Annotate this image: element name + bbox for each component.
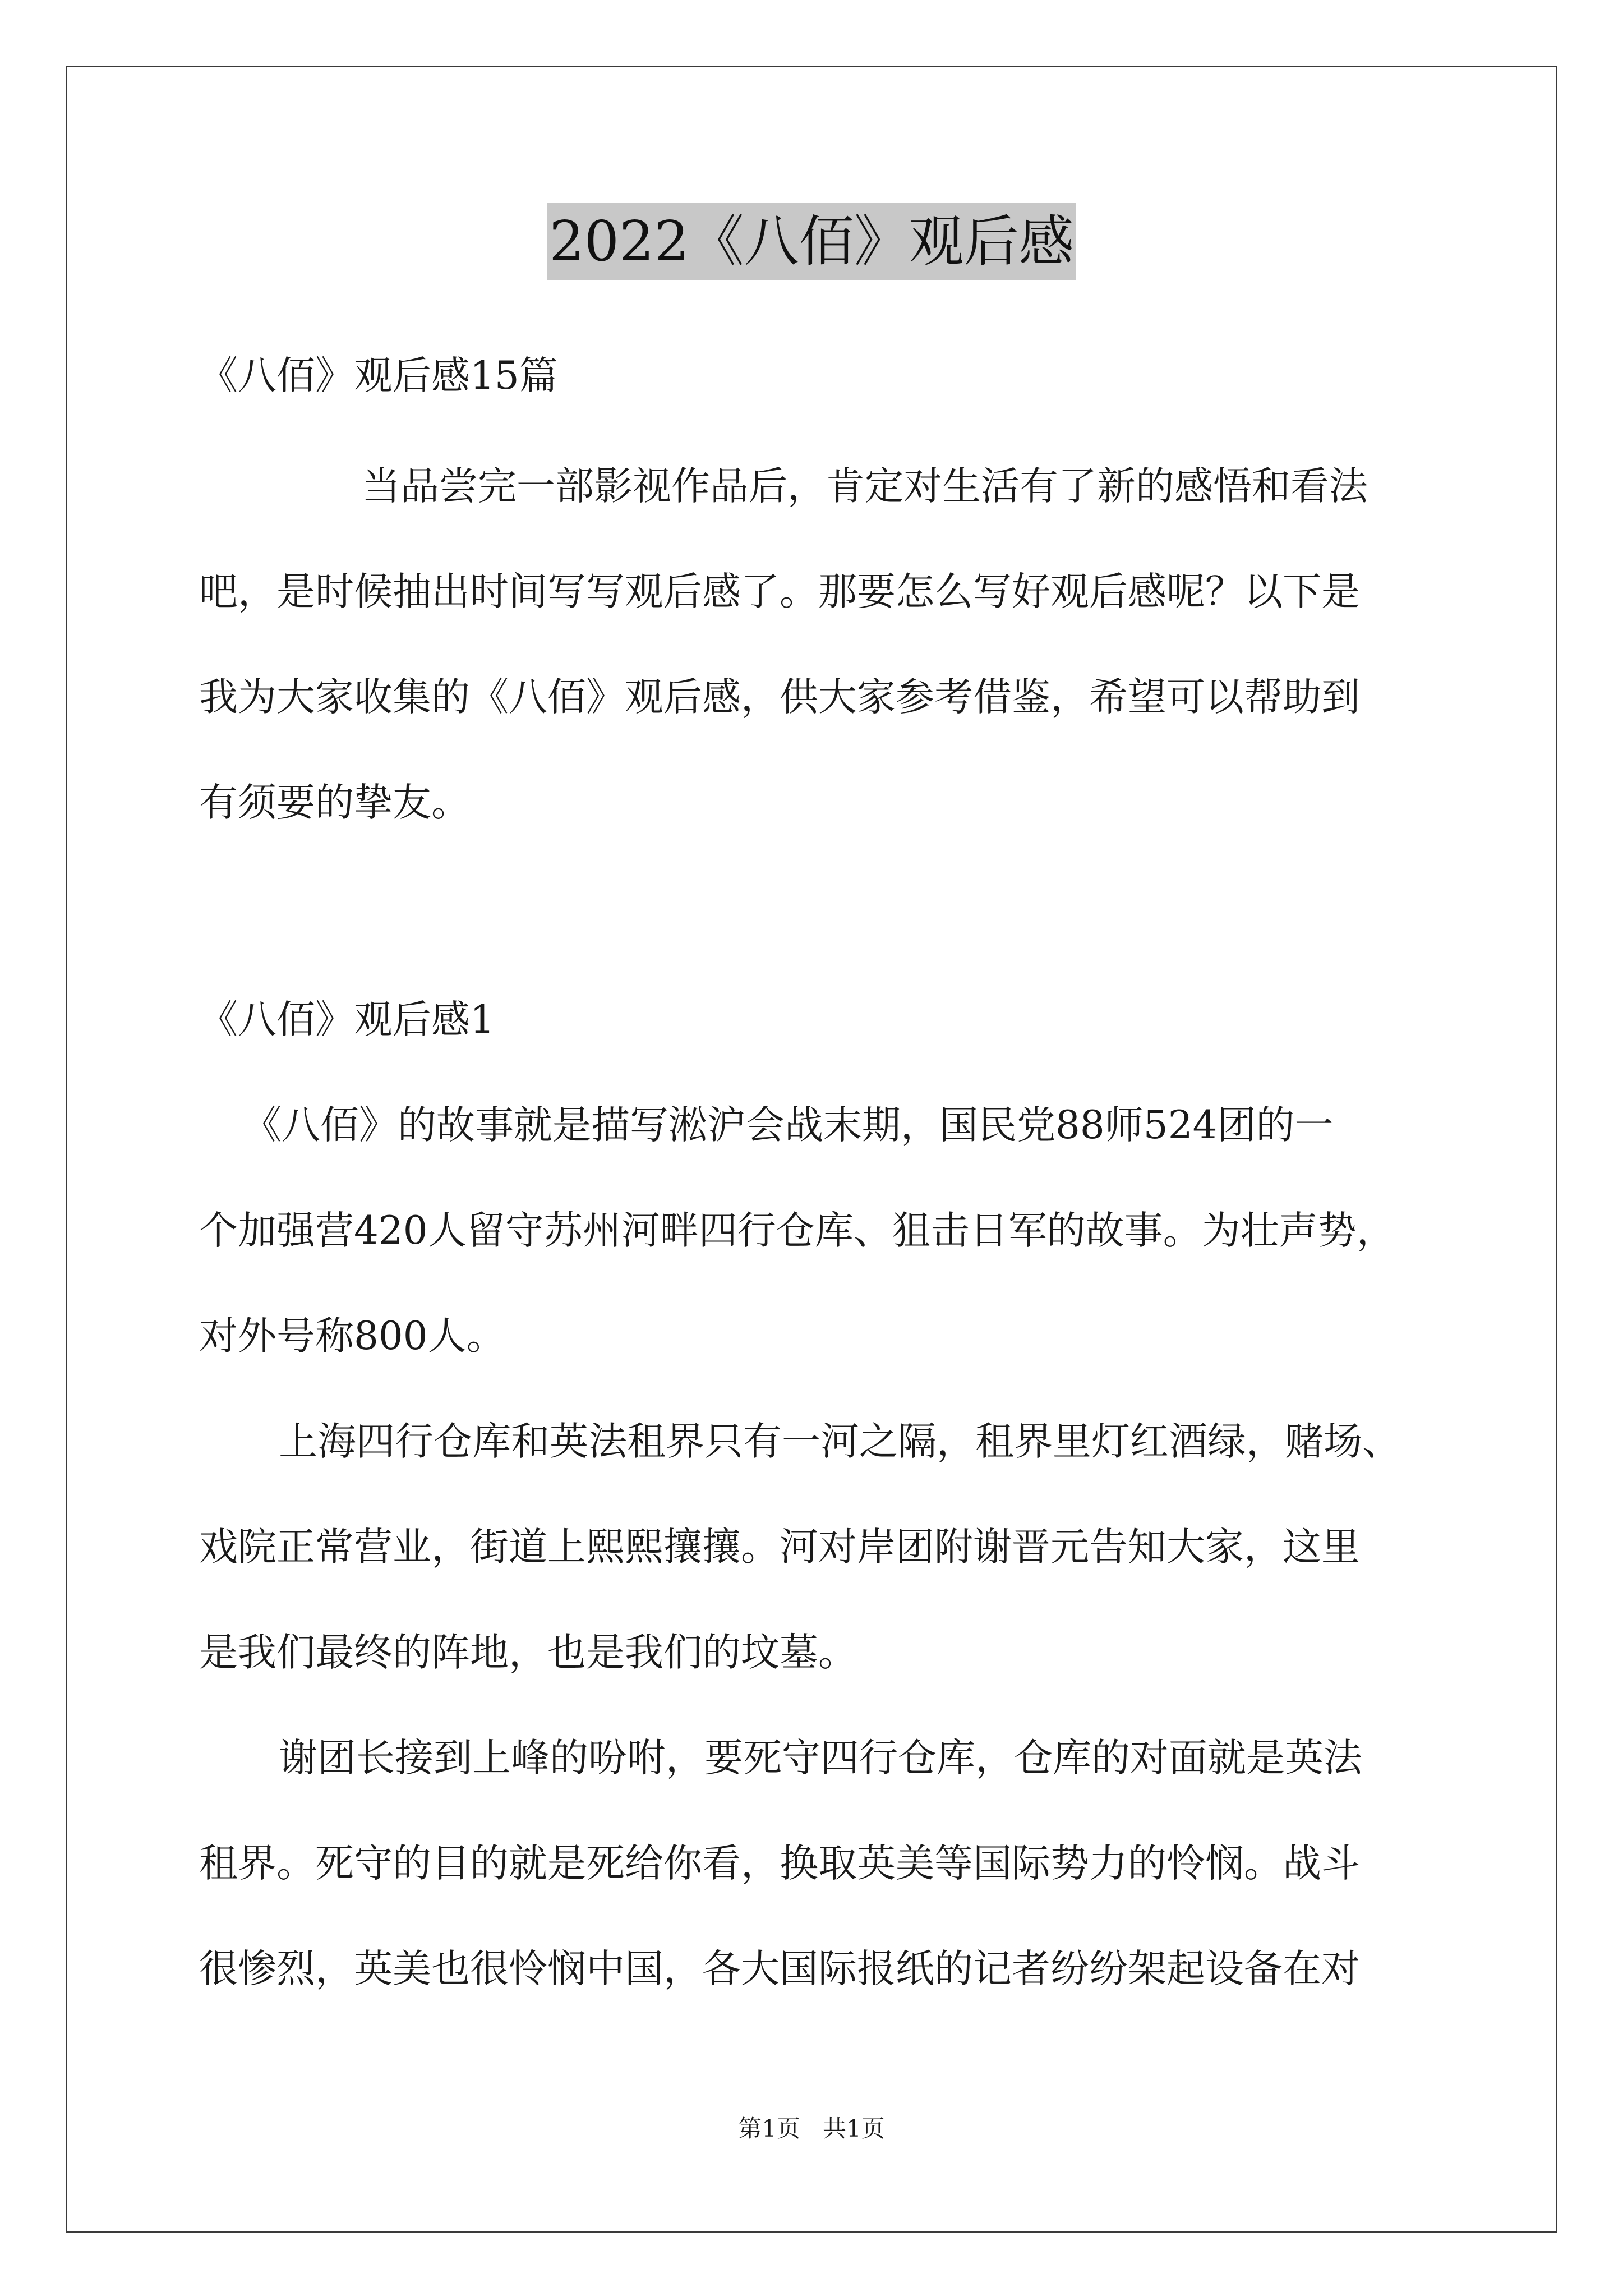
section-heading: 《八佰》观后感1 [199,997,495,1042]
intro-line-3: 我为大家收集的《八佰》观后感，供大家参考借鉴，希望可以帮助到 [199,675,1360,720]
intro-line-4: 有须要的挚友。 [199,780,470,825]
paragraph3-line-3: 很惨烈，英美也很怜悯中国，各大国际报纸的记者纷纷架起设备在对 [199,1947,1360,1991]
page-footer: 第1页 共1页 [738,2115,885,2142]
intro-line-1: 当品尝完一部影视作品后，肯定对生活有了新的感悟和看法 [362,464,1368,509]
intro-line-2: 吧，是时候抽出时间写写观后感了。那要怎么写好观后感呢？以下是 [199,569,1360,614]
title-container [0,203,1623,280]
paragraph2-line-2: 戏院正常营业，街道上熙熙攘攘。河对岸团附谢晋元告知大家，这里 [199,1525,1360,1570]
paragraph1-line-2: 个加强营420人留守苏州河畔四行仓库、狙击日军的故事。为壮声势， [199,1208,1395,1253]
paragraph1-line-3: 对外号称800人。 [199,1314,505,1359]
paragraph1-line-1: 《八佰》的故事就是描写淞沪会战末期，国民党88师524团的一 [243,1103,1334,1148]
paragraph2-line-1: 上海四行仓库和英法租界只有一河之隔，租界里灯红酒绿，赌场、 [279,1419,1401,1464]
paragraph3-line-1: 谢团长接到上峰的吩咐，要死守四行仓库，仓库的对面就是英法 [279,1736,1362,1780]
paragraph2-line-3: 是我们最终的阵地，也是我们的坟墓。 [199,1630,857,1675]
document-title: 2022《八佰》观后感 [547,203,1076,280]
paragraph3-line-2: 租界。死守的目的就是死给你看，换取英美等国际势力的怜悯。战斗 [199,1841,1360,1886]
document-subtitle: 《八佰》观后感15篇 [199,353,558,398]
